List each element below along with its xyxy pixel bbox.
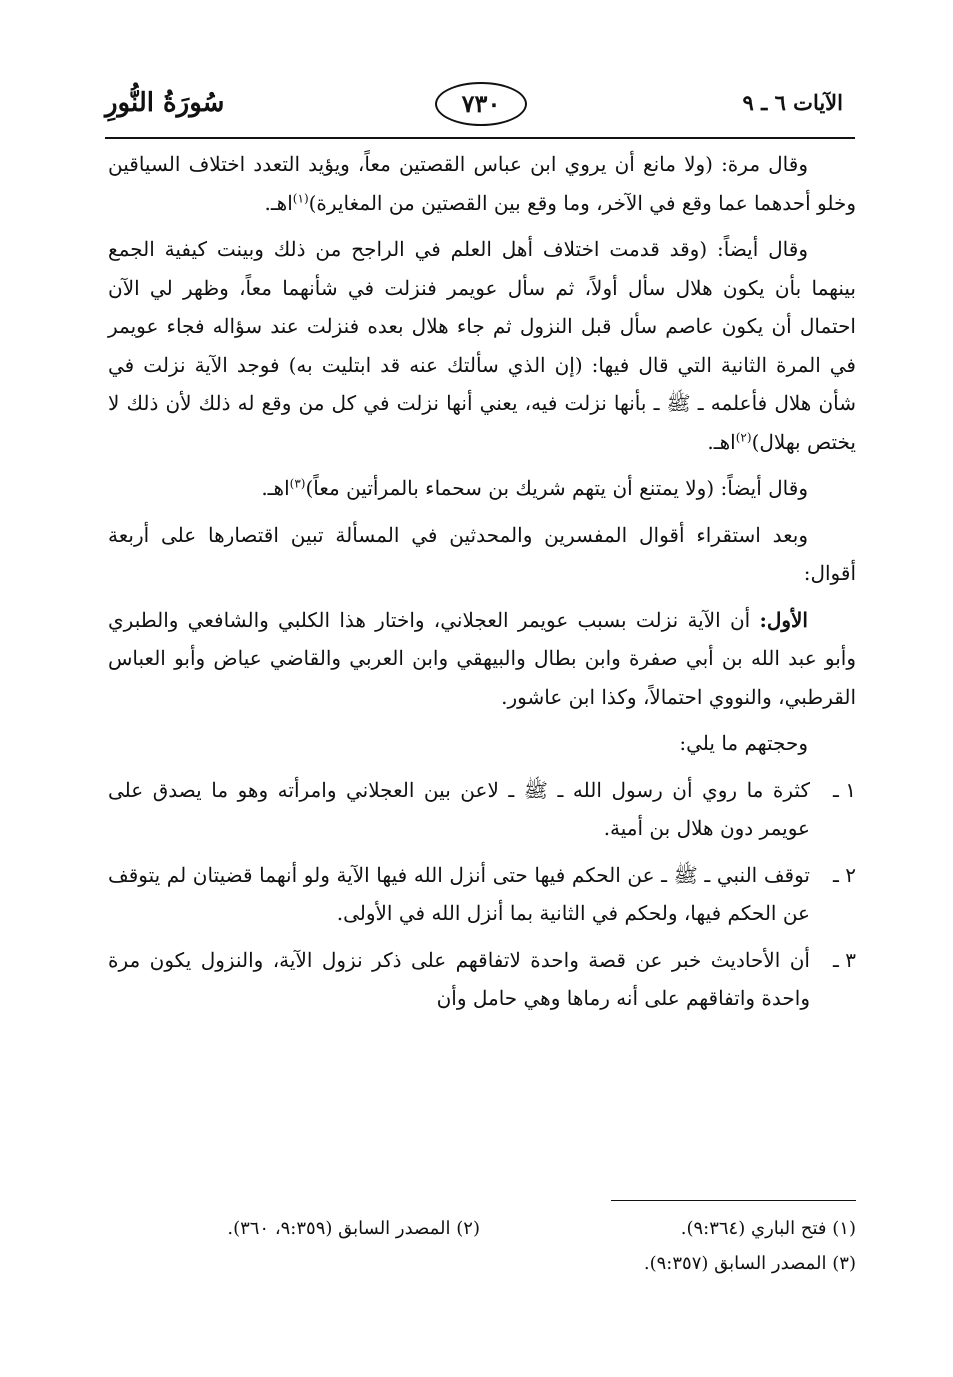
list-item — [108, 856, 856, 933]
list-number: ٢ ـ — [833, 862, 856, 887]
footnote-ref: (١) — [292, 190, 309, 205]
surah-title: سُورَةُ النُّورِ — [105, 88, 225, 118]
list-text: توقف النبي ـ ﷺ ـ عن الحكم فيها حتى أنزل الله فيها الآية ولو أنهما قضيتان لم يتوقف عن الحكم فيها، ولحكم في الثانية بما أنزل الله في الأولى. — [108, 862, 810, 925]
paragraph-text: وقال مرة: (ولا مانع أن يروي ابن عباس القصتين معاً، ويؤيد التعدد اختلاف السياقين وخلو أحدهما عما وقع في الآخر، وما وقع بين القصتين من المغايرة) — [108, 152, 856, 215]
paragraph-4: وبعد استقراء أقوال المفسرين والمحدثين في المسألة تبين اقتصارها على أربعة أقوال: — [108, 522, 856, 585]
paragraph-5 — [108, 601, 856, 717]
footnote-1: (١) فتح الباري (٩:٣٦٤). — [680, 1218, 856, 1239]
verse-range: الآيات ٦ ـ ٩ — [742, 90, 843, 115]
footnote-3: (٣) المصدر السابق (٩:٣٥٧). — [643, 1253, 856, 1274]
paragraph-end: اهـ. — [707, 429, 736, 454]
paragraph-6: وحجتهم ما يلي: — [679, 731, 808, 755]
list-number: ٣ ـ — [833, 947, 856, 972]
footnote-ref: (٣) — [289, 476, 306, 491]
list-text: أن الأحاديث خبر عن قصة واحدة لاتفاقهم على ذكر نزول الآية، والنزول يكون مرة واحدة واتفاقهم على أنه رماها وهي حامل وأن — [108, 947, 810, 1010]
paragraph-text: أن الآية نزلت بسبب عويمر العجلاني، واختار هذا الكلبي والشافعي والطبري وأبو عبد الله بن أبي صفرة وابن بطال والبيهقي وابن العربي والقاضي عياض وأبو العباس القرطبي، والنووي احتمالاً، وكذا ابن عاشور. — [108, 607, 856, 709]
list-number: ١ ـ — [833, 777, 856, 802]
header-divider — [105, 137, 855, 139]
footnote-divider — [611, 1200, 856, 1201]
section-lead: الأول: — [759, 607, 808, 632]
paragraph-end: اهـ. — [261, 476, 290, 500]
main-text — [108, 145, 856, 1026]
paragraph-1 — [108, 145, 856, 222]
paragraph-text: وقال أيضاً: (ولا يمتنع أن يتهم شريك بن سحماء بالمرأتين معاً) — [305, 476, 808, 500]
list-item — [108, 941, 856, 1018]
footnote-2: (٢) المصدر السابق (٩:٣٥٩، ٣٦٠). — [227, 1218, 480, 1239]
list-item — [108, 771, 856, 848]
page-number: ٧٣٠ — [435, 82, 527, 126]
paragraph-text: وقال أيضاً: (وقد قدمت اختلاف أهل العلم في الراجح من ذلك وبينت كيفية الجمع بينهما بأن يكون هلال سأل أولاً، ثم سأل عويمر فنزلت في شأنهما معاً، وظهر لي الآن احتمال أن يكون عاصم سأل قبل النزول ثم جاء هلال بعده فنزلت عند سؤاله فجاء عويمر في المرة الثانية التي قال فيها: (إن الذي سألتك عنه قد ابتليت به) فوجد الآية نزلت في شأن هلال فأعلمه ـ ﷺ ـ بأنها نزلت فيه، يعني أنها نزلت في كل من وقع له ذلك لأن ذلك لا يختص بهلال) — [108, 237, 856, 454]
paragraph-2 — [108, 230, 856, 461]
paragraph-3 — [108, 469, 856, 508]
list-text: كثرة ما روي أن رسول الله ـ ﷺ ـ لاعن بين العجلاني وامرأته وهو ما يصدق على عويمر دون هلال بن أمية. — [108, 777, 810, 840]
footnote-ref: (٢) — [735, 429, 752, 444]
paragraph-end: اهـ. — [264, 190, 293, 215]
